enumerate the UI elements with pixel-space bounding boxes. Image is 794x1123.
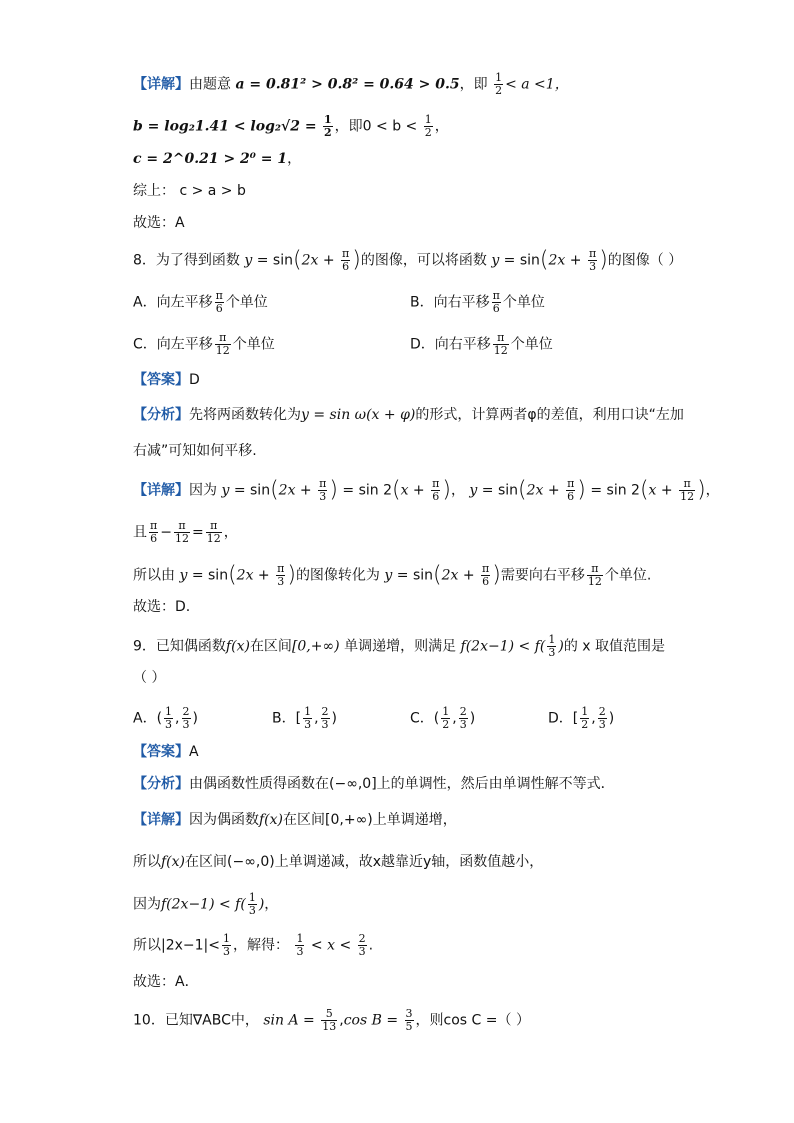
q9-detail-line4: 所以|2x−1|< $\frac{1}{3}$ ，解得： $\frac{1}{3}$ < x < $\frac{2}{3}$ . [133, 932, 374, 958]
q8-detail-line2: 且 $\frac{\pi}{6}$ − $\frac{\pi}{12}$ = $\frac{\pi}{12}$ ， [133, 519, 238, 545]
q9-option-d[interactable]: D．[ $\frac{1}{2}$ , $\frac{2}{3}$ ) [548, 705, 615, 731]
q7-choice: 故选：A [133, 215, 185, 231]
q7-detail-line3: c = 2^0.21 > 2⁰ = 1， [133, 151, 302, 167]
q9-option-a[interactable]: A．( $\frac{1}{3}$ , $\frac{2}{3}$ ) [133, 705, 198, 731]
q8-stem: 8．为了得到函数 y = sin(2x + $\frac{\pi}{6}$ )的图像，可以将函数 y = sin(2x + $\frac{\pi}{3}$ )的图像（ ） [133, 247, 683, 273]
q7-summary: 综上： c > a > b [133, 183, 246, 199]
q9-stem: 9．已知偶函数f(x)在区间[0,+∞) 单调递增，则满足 f(2x−1) < f( $\frac{1}{3}$ )的 x 取值范围是 [133, 633, 666, 659]
q7-detail-line1: 【详解】由题意 a = 0.81² > 0.8² = 0.64 > 0.5，即 $\frac{1}{2}$ < a <1， [133, 71, 569, 97]
q9-detail-line2: 所以f(x)在区间(−∞,0)上单调递减，故x越靠近y轴，函数值越小， [133, 854, 544, 870]
q9-detail-line1: 【详解】因为偶函数f(x)在区间[0,+∞)上单调递增， [133, 812, 457, 828]
q8-detail-line1: 【详解】因为 y = sin(2x + $\frac{\pi}{3}$ ) = sin 2(x + $\frac{\pi}{6}$ )， y = sin(2x + $\frac{\pi}{6}$ ) = sin 2(x + $\frac{\pi}{12}$ )， [133, 477, 720, 503]
q8-answer: 【答案】D [133, 372, 200, 388]
q9-option-c[interactable]: C．( $\frac{1}{2}$ , $\frac{2}{3}$ ) [410, 705, 476, 731]
q9-answer: 【答案】A [133, 744, 199, 760]
q8-choice: 故选：D. [133, 599, 191, 615]
q8-option-a[interactable]: A．向左平移 $\frac{\pi}{6}$ 个单位 [133, 289, 268, 315]
q9-stem-paren: （ ） [133, 670, 166, 686]
q8-analysis-cont: 右减”可知如何平移. [133, 443, 257, 459]
q9-choice: 故选：A． [133, 974, 199, 990]
q7-detail-line2: b = log₂1.41 < log₂√2 = $\frac{1}{2}$ ，即0 < b < $\frac{1}{2}$ ， [133, 113, 449, 139]
q8-detail-line3: 所以由 y = sin(2x + $\frac{\pi}{3}$ )的图像转化为 y = sin(2x + $\frac{\pi}{6}$ )需要向右平移 $\frac{\pi}{12}$ 个单位. [133, 562, 652, 588]
q8-option-c[interactable]: C．向左平移 $\frac{\pi}{12}$ 个单位 [133, 331, 275, 357]
q9-analysis: 【分析】由偶函数性质得函数在(−∞,0]上的单调性，然后由单调性解不等式． [133, 776, 615, 792]
q8-analysis: 【分析】先将两函数转化为y = sin ω(x + φ)的形式，计算两者φ的差值，利用口诀“左加 [133, 407, 684, 423]
q8-option-d[interactable]: D．向右平移 $\frac{\pi}{12}$ 个单位 [410, 331, 553, 357]
q9-detail-line3: 因为f(2x−1) < f( $\frac{1}{3}$ )， [133, 891, 279, 917]
q10-stem: 10．已知∇ABC中， sin A = $\frac{5}{13}$ ,cos B = $\frac{3}{5}$ ，则cos C =（ ） [133, 1007, 530, 1033]
q9-option-b[interactable]: B．[ $\frac{1}{3}$ , $\frac{2}{3}$ ) [272, 705, 337, 731]
q8-option-b[interactable]: B．向右平移 $\frac{\pi}{6}$ 个单位 [410, 289, 545, 315]
